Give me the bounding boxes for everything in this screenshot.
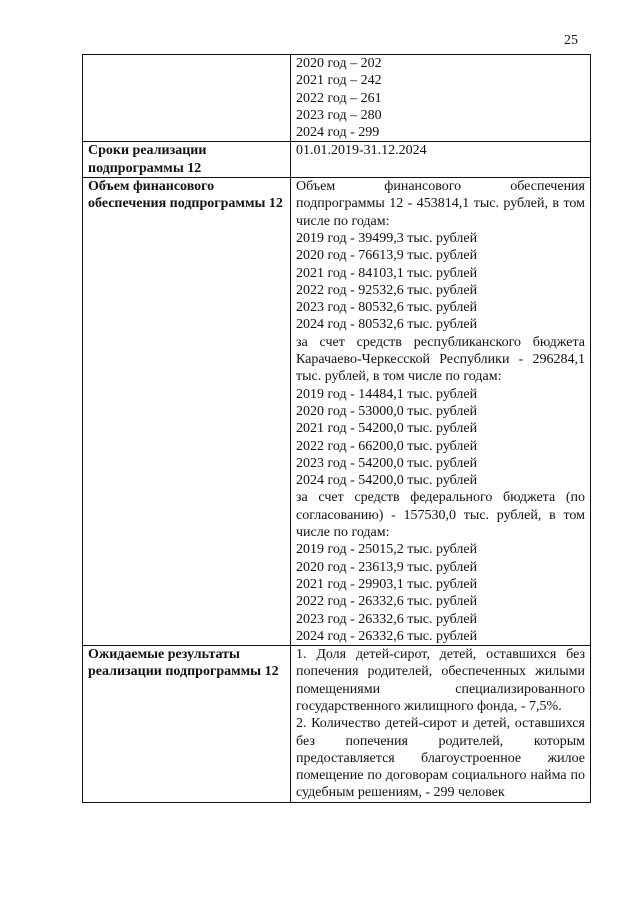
financing-regional-year: 2019 год - 14484,1 тыс. рублей — [296, 386, 478, 402]
financing-total-year: 2019 год - 39499,3 тыс. рублей — [296, 230, 478, 246]
results-item: 1. Доля детей-сирот, детей, оставшихся без попечения родителей, обеспеченных жилыми помещениями специализированного государственного жилищного фонда, - 7,5%. — [296, 647, 585, 714]
table-row-continuation — [83, 55, 591, 142]
passport-table — [82, 54, 591, 803]
continuation-value-cell — [291, 55, 591, 142]
continuation-line: 2022 год – 261 — [296, 90, 382, 106]
financing-regional-year: 2021 год - 54200,0 тыс. рублей — [296, 421, 478, 437]
table-row-period — [83, 142, 591, 178]
financing-federal-year: 2019 год - 25015,2 тыс. рублей — [296, 542, 478, 558]
financing-federal-year: 2022 год - 26332,6 тыс. рублей — [296, 594, 478, 610]
financing-federal-year: 2024 год - 26332,6 тыс. рублей — [296, 628, 478, 644]
continuation-line: 2020 год – 202 — [296, 56, 382, 71]
results-item: 2. Количество детей-сирот и детей, оставшихся без попечения родителей, которым предоставляется благоустроенное жилое помещение по договорам социального найма по судебным решениям, - 299 человек — [296, 716, 585, 801]
results-label: Ожидаемые результаты реализации подпрограммы 12 — [83, 646, 291, 803]
financing-total-year: 2022 год - 92532,6 тыс. рублей — [296, 282, 478, 298]
financing-intro: Объем финансового обеспечения подпрограммы 12 - 453814,1 тыс. рублей, в том числе по годам: — [296, 179, 585, 229]
table-row-financing — [83, 178, 591, 646]
financing-regional-year: 2024 год - 54200,0 тыс. рублей — [296, 473, 478, 489]
continuation-line: 2021 год – 242 — [296, 73, 382, 89]
period-label: Сроки реализации подпрограммы 12 — [83, 142, 291, 178]
financing-federal-year: 2021 год - 29903,1 тыс. рублей — [296, 576, 478, 592]
financing-federal-year: 2023 год - 26332,6 тыс. рублей — [296, 611, 478, 627]
financing-regional-year: 2023 год - 54200,0 тыс. рублей — [296, 455, 478, 471]
financing-regional-year: 2020 год - 53000,0 тыс. рублей — [296, 403, 478, 419]
continuation-label-cell — [83, 55, 291, 142]
financing-federal-year: 2020 год - 23613,9 тыс. рублей — [296, 559, 478, 575]
financing-regional-year: 2022 год - 66200,0 тыс. рублей — [296, 438, 478, 454]
financing-label: Объем финансового обеспечения подпрограммы 12 — [83, 178, 291, 646]
financing-value-cell — [291, 178, 591, 646]
continuation-line: 2024 год - 299 — [296, 125, 380, 141]
financing-regional-intro: за счет средств республиканского бюджета Карачаево-Черкесской Республики - 296284,1 тыс. рублей, в том числе по годам: — [296, 334, 585, 385]
results-value-cell — [291, 646, 591, 803]
financing-total-year: 2023 год - 80532,6 тыс. рублей — [296, 300, 478, 316]
financing-total-year: 2020 год - 76613,9 тыс. рублей — [296, 248, 478, 264]
continuation-line: 2023 год – 280 — [296, 107, 382, 123]
page-number: 25 — [564, 33, 578, 48]
table-row-results — [83, 646, 591, 803]
financing-total-year: 2021 год - 84103,1 тыс. рублей — [296, 265, 478, 281]
financing-federal-intro: за счет средств федерального бюджета (по согласованию) - 157530,0 тыс. рублей, в том числе по годам: — [296, 490, 585, 541]
financing-total-year: 2024 год - 80532,6 тыс. рублей — [296, 317, 478, 333]
period-value: 01.01.2019-31.12.2024 — [291, 142, 591, 178]
